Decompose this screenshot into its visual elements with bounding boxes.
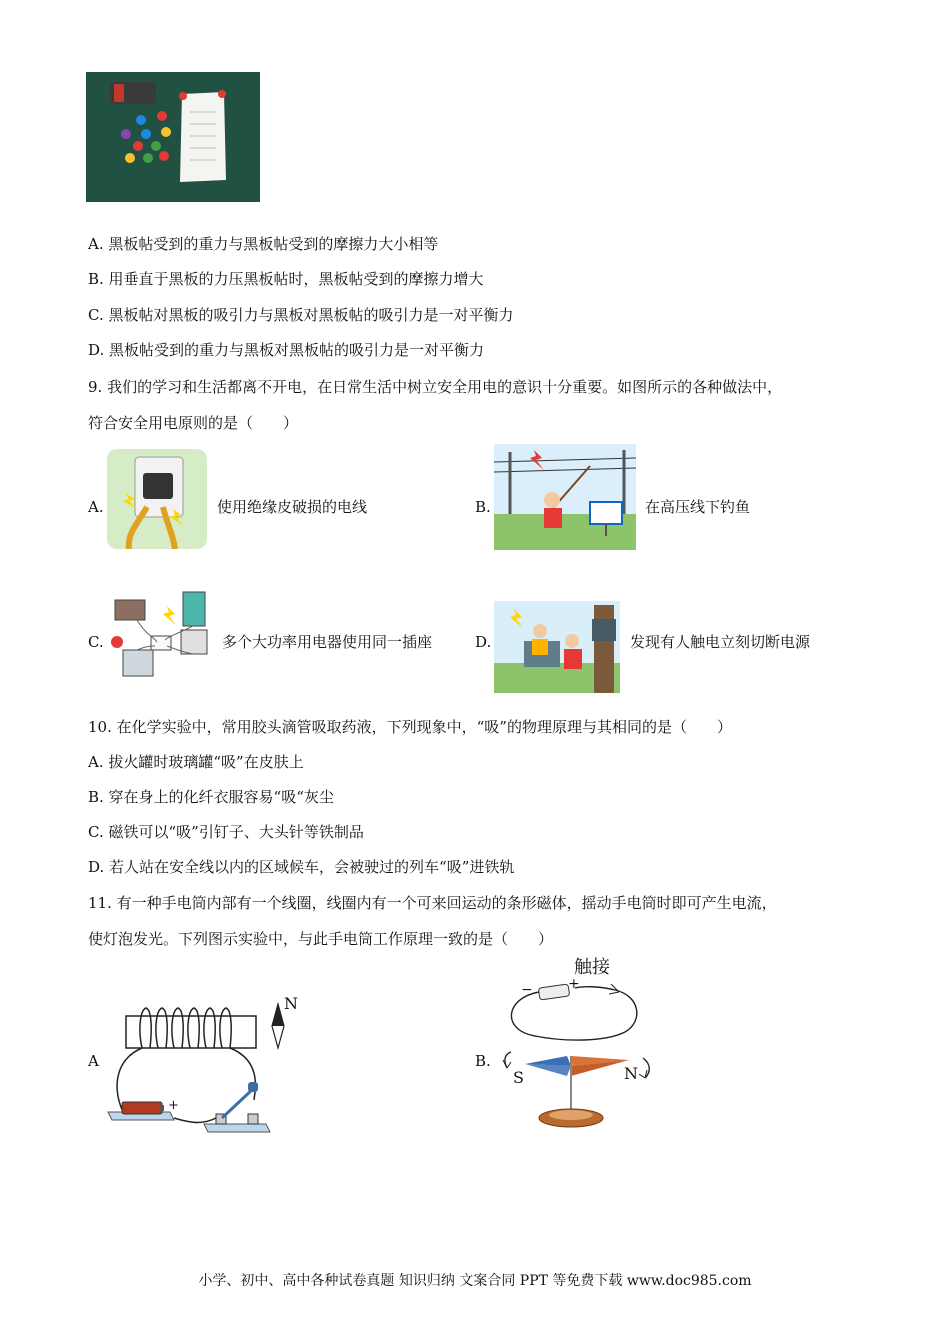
q8-option-a: A. 黑板帖受到的重力与黑板帖受到的摩擦力大小相等 <box>88 235 439 253</box>
q9-option-a-letter: A. <box>88 498 104 516</box>
q9-option-a-text: 使用绝缘皮破损的电线 <box>217 498 368 516</box>
q9-stem-line2: 符合安全用电原则的是（ ） <box>88 414 299 432</box>
q10-option-b: B. 穿在身上的化纤衣服容易“吸“灰尘 <box>88 788 334 806</box>
q9-option-c-text: 多个大功率用电器使用同一插座 <box>222 633 433 651</box>
electromagnet-circuit-diagram <box>104 990 304 1140</box>
broken-wire-socket-image <box>107 449 207 549</box>
q10-option-c: C. 磁铁可以“吸”引钉子、大头针等铁制品 <box>88 823 364 841</box>
q9-stem-line1: 9. 我们的学习和生活都离不开电，在日常生活中树立安全用电的意识十分重要。如图所示的各种做法中， <box>88 378 783 396</box>
q11-option-b-letter: B. <box>475 1052 491 1070</box>
q10-option-a: A. 拔火罐时玻璃罐“吸”在皮肤上 <box>88 753 304 771</box>
q11-compass-n-label-b: N <box>624 1064 638 1083</box>
q8-option-b: B. 用垂直于黑板的力压黑板帖时，黑板帖受到的摩擦力增大 <box>88 270 484 288</box>
fishing-under-powerline-image <box>494 444 636 550</box>
q9-option-c-letter: C. <box>88 633 104 651</box>
q9-option-d-text: 发现有人触电立刻切断电源 <box>630 633 811 651</box>
q9-option-b-text: 在高压线下钓鱼 <box>645 498 751 516</box>
q8-option-c: C. 黑板帖对黑板的吸引力与黑板对黑板帖的吸引力是一对平衡力 <box>88 306 514 324</box>
q11-b-minus-label: − <box>521 982 533 998</box>
q11-a-plus-label: + <box>168 1098 179 1113</box>
q11-compass-s-label: S <box>513 1068 524 1087</box>
q11-contact-label: 触接 <box>574 957 610 978</box>
q10-stem: 10. 在化学实验中，常用胶头滴管吸取药液，下列现象中，“吸”的物理原理与其相同的是（ ） <box>88 718 732 736</box>
q11-b-plus-label: + <box>568 976 580 992</box>
blackboard-magnets-photo <box>86 72 260 202</box>
q11-stem-line1: 11. 有一种手电筒内部有一个线圈，线圈内有一个可来回运动的条形磁体，摇动手电筒时即可产生电流， <box>88 894 777 912</box>
page-footer: 小学、初中、高中各种试卷真题 知识归纳 文案合同 PPT 等免费下载 www.doc985.com <box>198 1273 752 1289</box>
cut-power-rescue-image <box>494 601 620 693</box>
q10-option-d: D. 若人站在安全线以内的区域候车，会被驶过的列车“吸”进铁轨 <box>88 858 515 876</box>
q11-compass-n-label: N <box>284 994 298 1013</box>
q11-stem-line2: 使灯泡发光。下列图示实验中，与此手电筒工作原理一致的是（ ） <box>88 930 554 948</box>
q11-option-a-letter: A <box>88 1052 99 1070</box>
q9-option-d-letter: D. <box>475 633 492 651</box>
q9-option-b-letter: B. <box>475 498 491 516</box>
overloaded-socket-image <box>107 586 213 688</box>
q8-option-d: D. 黑板帖受到的重力与黑板对黑板帖的吸引力是一对平衡力 <box>88 341 485 359</box>
